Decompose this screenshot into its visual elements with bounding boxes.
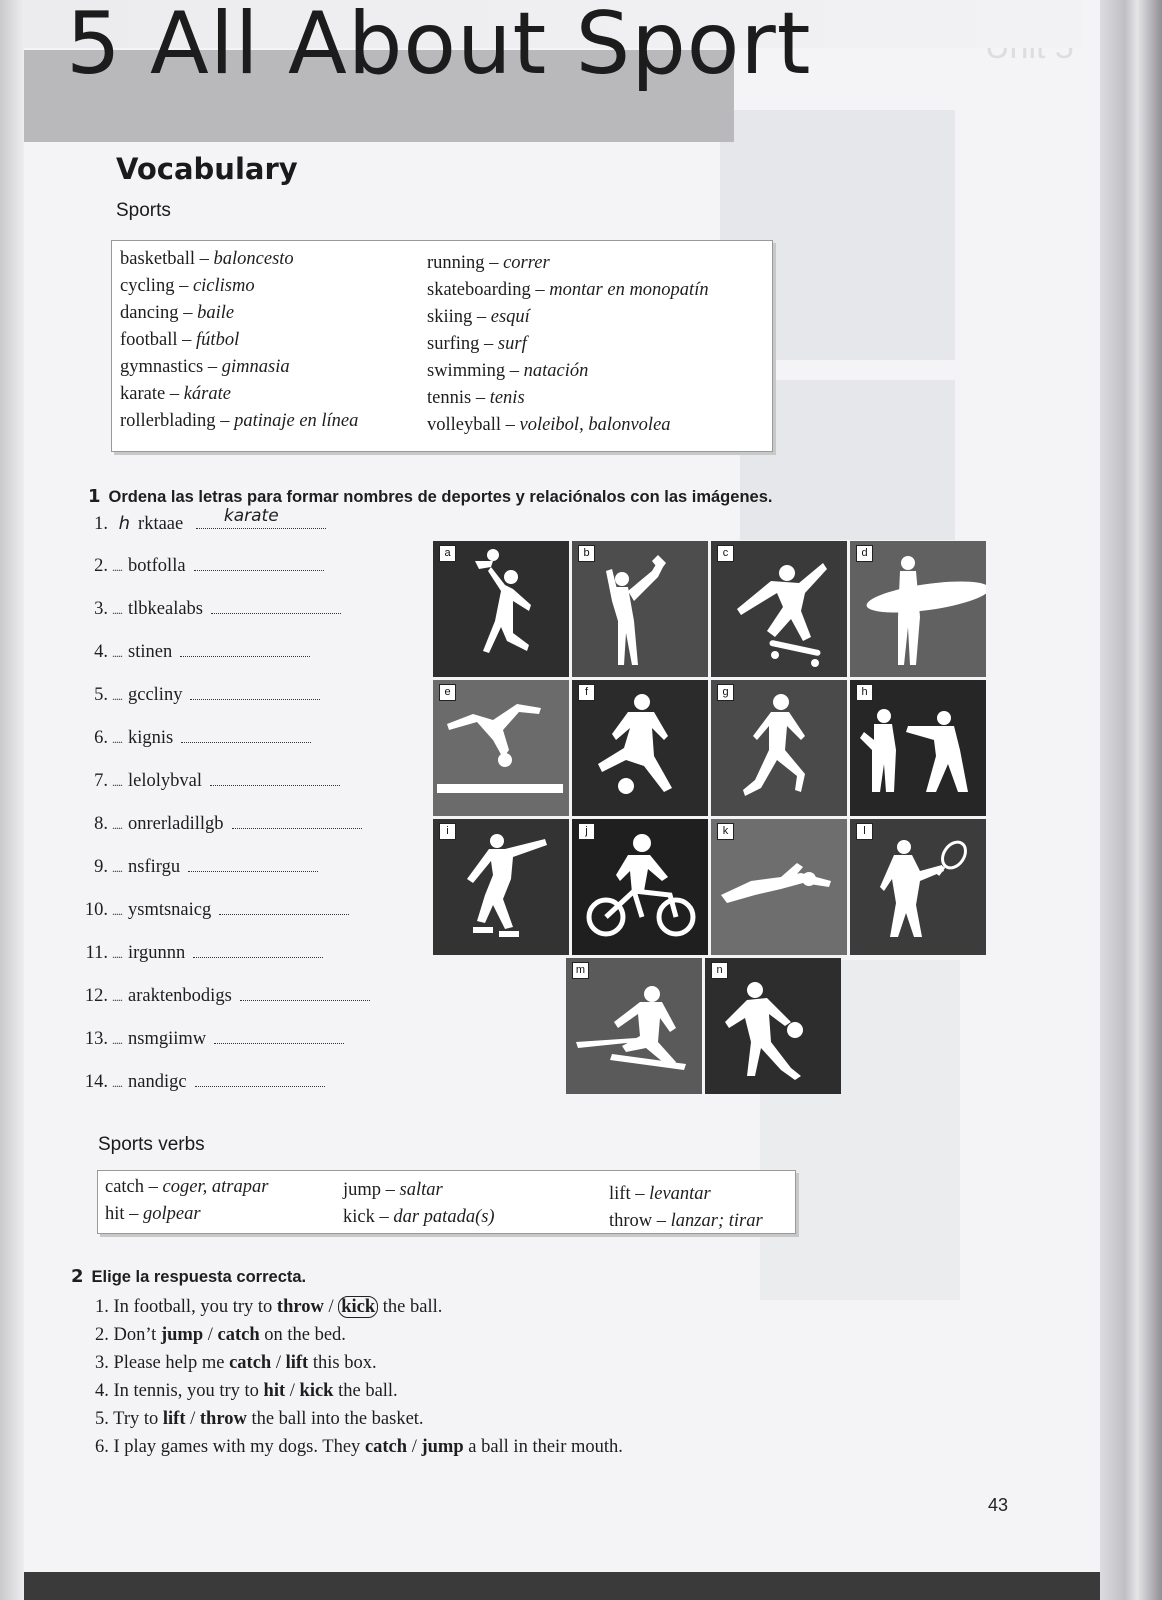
answer-line[interactable] [214, 1029, 344, 1044]
vocabulary-heading: Vocabulary [116, 152, 298, 186]
anagram-item: 1. h rktaae karate [78, 513, 326, 535]
option-a[interactable]: jump [160, 1325, 204, 1345]
example-letter: h [118, 513, 131, 534]
verb-entry: jump – saltar [343, 1180, 443, 1200]
anagram-item: 14. ..... nandigc [78, 1072, 325, 1093]
verbs-column-1 [105, 1174, 268, 1228]
picture-tile-g: g [711, 680, 847, 816]
sports-verbs-box [97, 1170, 796, 1234]
option-b[interactable]: jump [421, 1437, 464, 1457]
option-b[interactable]: throw [199, 1409, 247, 1429]
anagram-word: stinen [128, 642, 173, 662]
option-b[interactable]: lift [285, 1353, 309, 1373]
exercise-2-instruction [71, 1266, 306, 1287]
verb-entry: lift – levantar [609, 1184, 711, 1204]
vocab-entry: skiing – esquí [427, 307, 530, 327]
answer-line[interactable] [219, 900, 349, 915]
option-a[interactable]: throw [276, 1297, 324, 1317]
vocab-left-column [120, 246, 358, 435]
answer-line[interactable] [211, 599, 341, 614]
anagram-item: 6. ..... kignis [78, 728, 311, 749]
page-edge [1100, 0, 1162, 1600]
picture-tile-f: f [572, 680, 708, 816]
exercise-1-number: 1 [88, 486, 101, 507]
anagram-item: 10. ..... ysmtsnaicg [78, 900, 349, 921]
picture-tile-n: n [705, 958, 841, 1094]
answer-line[interactable] [232, 814, 362, 829]
anagram-item: 2. ..... botfolla [78, 556, 324, 577]
option-b[interactable]: catch [217, 1325, 260, 1345]
anagram-item: 8. ..... onrerladillgb [78, 814, 362, 835]
anagram-item: 4. ..... stinen [78, 642, 310, 663]
picture-tile-l: l [850, 819, 986, 955]
verbs-column-3 [609, 1181, 763, 1235]
answer-line[interactable] [210, 771, 340, 786]
anagram-word: rktaae [138, 514, 184, 534]
option-a[interactable]: lift [162, 1409, 186, 1429]
verb-entry: throw – lanzar; tirar [609, 1211, 763, 1231]
picture-tile-a: a [433, 541, 569, 677]
anagram-word: onrerladillgb [128, 814, 224, 834]
vocab-right-column [427, 250, 709, 439]
verb-entry: hit – golpear [105, 1204, 201, 1224]
anagram-word: nsmgiimw [128, 1029, 207, 1049]
picture-tile-k: k [711, 819, 847, 955]
exercise-1-text: Ordena las letras para formar nombres de deportes y relaciónalos con las imágenes. [108, 488, 773, 506]
anagram-word: lelolybval [128, 771, 202, 791]
answer-line[interactable] [190, 685, 320, 700]
sentence-item: 2. Don’t jump / catch on the bed. [95, 1325, 346, 1345]
answer-line[interactable] [196, 506, 326, 529]
vocab-entry: skateboarding – montar en monopatín [427, 280, 709, 300]
vocab-entry: rollerblading – patinaje en línea [120, 411, 359, 431]
answer-line[interactable] [181, 728, 311, 743]
anagram-word: nandigc [128, 1072, 187, 1092]
vocab-entry: gymnastics – gimnasia [120, 357, 290, 377]
anagram-word: tlbkealabs [128, 599, 204, 619]
answer-line[interactable] [188, 857, 318, 872]
verb-entry: catch – coger, atrapar [105, 1177, 269, 1197]
anagram-item: 5. ..... gccliny [78, 685, 320, 706]
answer-line[interactable] [180, 642, 310, 657]
sentence-item: 5. Try to lift / throw the ball into the basket. [95, 1409, 424, 1429]
verbs-column-2 [343, 1177, 495, 1231]
vocab-entry: running – correr [427, 253, 550, 273]
anagram-word: araktenbodigs [128, 986, 232, 1006]
picture-tile-i: i [433, 819, 569, 955]
sentence-item: 6. I play games with my dogs. They catch / jump a ball in their mouth. [95, 1437, 623, 1457]
vocab-entry: football – fútbol [120, 330, 240, 350]
option-b[interactable]: kick [299, 1381, 334, 1401]
answer-line[interactable] [195, 1072, 325, 1087]
vocab-entry: swimming – natación [427, 361, 589, 381]
sentence-item: 3. Please help me catch / lift this box. [95, 1353, 377, 1373]
option-a[interactable]: hit [263, 1381, 286, 1401]
anagram-word: kignis [128, 728, 174, 748]
vocab-entry: volleyball – voleibol, balonvolea [427, 415, 671, 435]
exercise-2-number: 2 [71, 1266, 84, 1287]
picture-tile-d: d [850, 541, 986, 677]
exercise-1-instruction [88, 486, 772, 507]
answer-line[interactable] [240, 986, 370, 1001]
anagram-item: 13. ..... nsmgiimw [78, 1029, 344, 1050]
answer-line[interactable] [194, 556, 324, 571]
vocab-entry: karate – kárate [120, 384, 231, 404]
picture-tile-j: j [572, 819, 708, 955]
vocab-entry: surfing – surf [427, 334, 527, 354]
anagram-word: botfolla [128, 556, 186, 576]
sports-verbs-heading: Sports verbs [98, 1134, 205, 1155]
answer-line[interactable] [193, 943, 323, 958]
picture-tile-e: e [433, 680, 569, 816]
binding-spine [0, 0, 24, 1600]
sentence-item: 4. In tennis, you try to hit / kick the ball. [95, 1381, 398, 1401]
vocab-entry: dancing – baile [120, 303, 235, 323]
unit-title: 5 All About Sport [66, 0, 812, 94]
anagram-item: 12. ..... araktenbodigs [78, 986, 370, 1007]
picture-tile-m: m [566, 958, 702, 1094]
example-answer: karate [223, 506, 279, 526]
option-a[interactable]: catch [364, 1437, 408, 1457]
vocab-entry: basketball – baloncesto [120, 249, 294, 269]
vocab-entry: tennis – tenis [427, 388, 525, 408]
exercise-2-text: Elige la respuesta correcta. [91, 1268, 307, 1286]
sentence-item: 1. In football, you try to throw / kick the ball. [95, 1297, 443, 1317]
anagram-word: nsfirgu [128, 857, 181, 877]
anagram-item: 3. ..... tlbkealabs [78, 599, 341, 620]
picture-tile-b: b [572, 541, 708, 677]
option-b-circled[interactable]: kick [338, 1296, 378, 1318]
anagram-word: irgunnn [128, 943, 186, 963]
picture-tile-c: c [711, 541, 847, 677]
anagram-word: gccliny [128, 685, 183, 705]
anagram-item: 11. ..... irgunnn [78, 943, 323, 964]
page-number: 43 [988, 1495, 1009, 1515]
anagram-word: ysmtsnaicg [128, 900, 212, 920]
sports-vocabulary-box [111, 240, 773, 452]
vocab-entry: cycling – ciclismo [120, 276, 255, 296]
picture-tile-h: h [850, 680, 986, 816]
verb-entry: kick – dar patada(s) [343, 1207, 495, 1227]
option-a[interactable]: catch [229, 1353, 272, 1373]
anagram-item: 9. ..... nsfirgu [78, 857, 318, 878]
sports-heading: Sports [116, 200, 171, 221]
anagram-item: 7. ..... lelolybval [78, 771, 340, 792]
